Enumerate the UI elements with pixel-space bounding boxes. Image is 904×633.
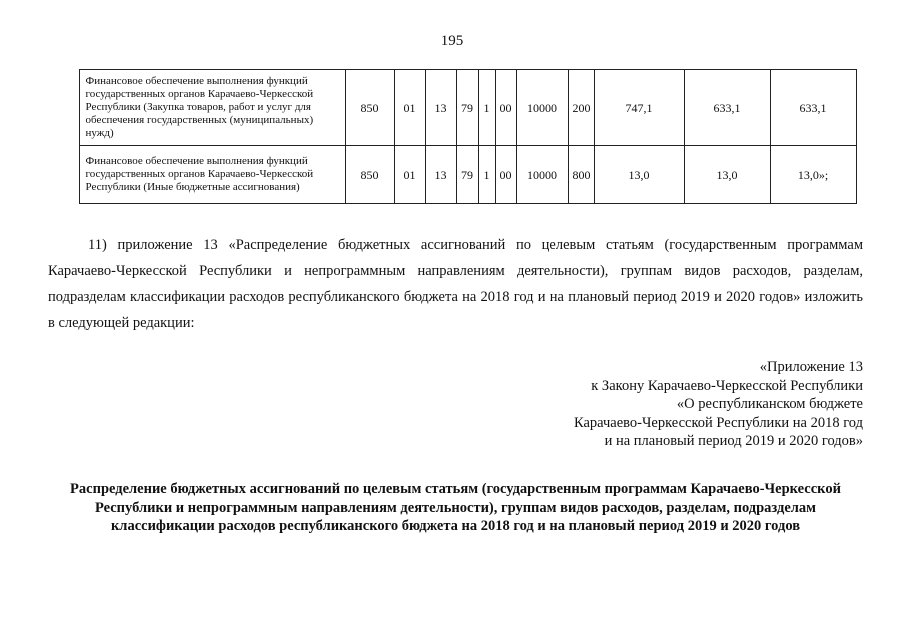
appendix-header <box>443 358 863 451</box>
appendix-line: Карачаево-Черкесской Республики на 2018 год <box>573 414 863 431</box>
appendix-line: «Приложение 13 <box>759 359 863 375</box>
table-cell-subprogram: 1 <box>478 146 495 204</box>
table-cell-direction: 10000 <box>516 146 568 204</box>
table-cell-section: 01 <box>394 70 425 146</box>
table-cell-ministry: 850 <box>345 70 394 146</box>
amendment-paragraph: 11) приложение 13 «Распределение бюджетных ассигнований по целевым статьям (государственным программам Карачаево-Черкесской Республики и непрограммным направлениям деятельности), группам видов расходов, разделам, подразделам классификации расходов республиканского бюджета на 2018 год и на плановый период 2019 и 2020 годов» изложить в следующей редакции: <box>48 237 863 331</box>
table-cell-amount-2019: 633,1 <box>684 70 770 146</box>
page-number: 195 <box>440 33 464 49</box>
table-indent-cell <box>48 146 79 204</box>
table-cell-subsection: 13 <box>425 146 456 204</box>
appendix-line: к Закону Карачаево-Черкесской Республики <box>591 377 863 394</box>
table-row <box>48 70 856 146</box>
table-cell-subsection: 13 <box>425 70 456 146</box>
table-indent-cell <box>48 70 79 146</box>
table-cell-amount-2018: 13,0 <box>594 146 684 204</box>
table-cell-program: 79 <box>456 146 478 204</box>
table-cell-name: Финансовое обеспечение выполнения функций государственных органов Карачаево-Черкесской Республики (Закупка товаров, работ и услуг для обеспечения государственных (муниципальных) нужд) <box>79 70 345 146</box>
table-cell-measure: 00 <box>495 70 516 146</box>
appendix-line: «О республиканском бюджете <box>676 396 863 412</box>
table-cell-section: 01 <box>394 146 425 204</box>
table-cell-ministry: 850 <box>345 146 394 204</box>
table-cell-measure: 00 <box>495 146 516 204</box>
table-cell-amount-2019: 13,0 <box>684 146 770 204</box>
table-cell-subprogram: 1 <box>478 70 495 146</box>
appendix-line: и на плановый период 2019 и 2020 годов» <box>604 433 863 449</box>
table-cell-amount-2020: 13,0»; <box>770 146 856 204</box>
budget-table <box>48 69 857 204</box>
table-cell-name: Финансовое обеспечение выполнения функций государственных органов Карачаево-Черкесской Республики (Иные бюджетные ассигнования) <box>79 146 345 204</box>
table-cell-expense-type: 800 <box>568 146 594 204</box>
table-cell-direction: 10000 <box>516 70 568 146</box>
table-cell-program: 79 <box>456 70 478 146</box>
table-cell-expense-type: 200 <box>568 70 594 146</box>
table-cell-amount-2020: 633,1 <box>770 70 856 146</box>
table-row <box>48 146 856 204</box>
document-heading: Распределение бюджетных ассигнований по целевым статьям (государственным программам Карачаево-Черкесской Республики и непрограммным направлениям деятельности), группам видов расходов, разделам, подразделам классификации расходов республиканского бюджета на 2018 год и на плановый период 2019 и 2020 годов <box>70 481 841 534</box>
table-cell-amount-2018: 747,1 <box>594 70 684 146</box>
